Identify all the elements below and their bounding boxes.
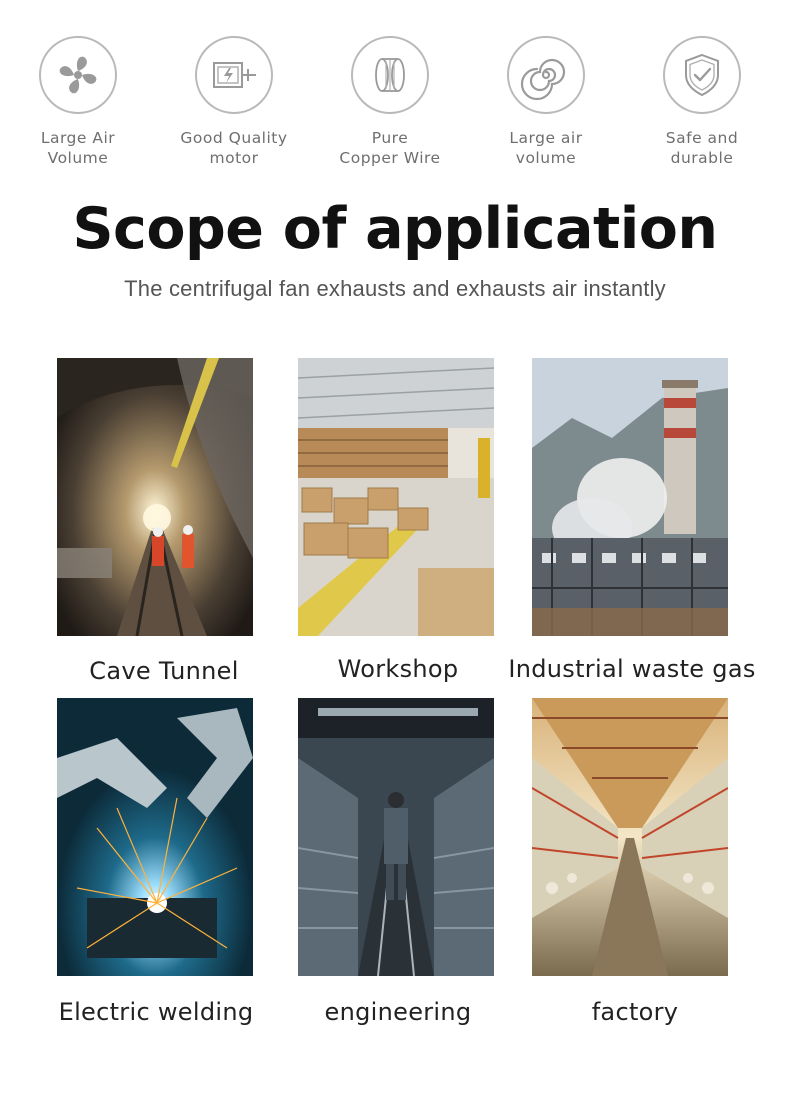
photo-factory [532, 698, 728, 976]
feature-good-quality-motor [164, 36, 304, 168]
copper-coil-icon [351, 36, 429, 114]
page-title: Scope of application [72, 196, 718, 262]
feature-label: Pure Copper Wire [339, 129, 441, 167]
page-subtitle: The centrifugal fan exhausts and exhausts air instantly [124, 276, 666, 301]
photo-electric-welding [57, 698, 253, 976]
feature-row [0, 36, 790, 186]
caption-industrial-waste-gas: Industrial waste gas [508, 655, 756, 683]
airflow-spiral-icon [507, 36, 585, 114]
photo-engineering [298, 698, 494, 976]
feature-label: Large Air Volume [40, 129, 116, 167]
caption-engineering: engineering [324, 998, 472, 1026]
caption-cave-tunnel: Cave Tunnel [89, 657, 239, 685]
feature-label: Good Quality motor [180, 129, 288, 167]
feature-label: Large air volume [509, 129, 583, 167]
feature-large-air-volume-2 [476, 36, 616, 168]
caption-electric-welding: Electric welding [58, 998, 254, 1026]
motor-icon [195, 36, 273, 114]
photo-cave-tunnel [57, 358, 253, 636]
photo-industrial-waste-gas [532, 358, 728, 636]
feature-safe-and-durable [632, 36, 772, 168]
caption-workshop: Workshop [337, 655, 459, 683]
feature-large-air-volume [8, 36, 148, 168]
feature-label: Safe and durable [665, 129, 739, 167]
caption-factory: factory [591, 998, 679, 1026]
shield-check-icon [663, 36, 741, 114]
feature-pure-copper-wire [320, 36, 460, 168]
fan-icon [39, 36, 117, 114]
photo-workshop [298, 358, 494, 636]
